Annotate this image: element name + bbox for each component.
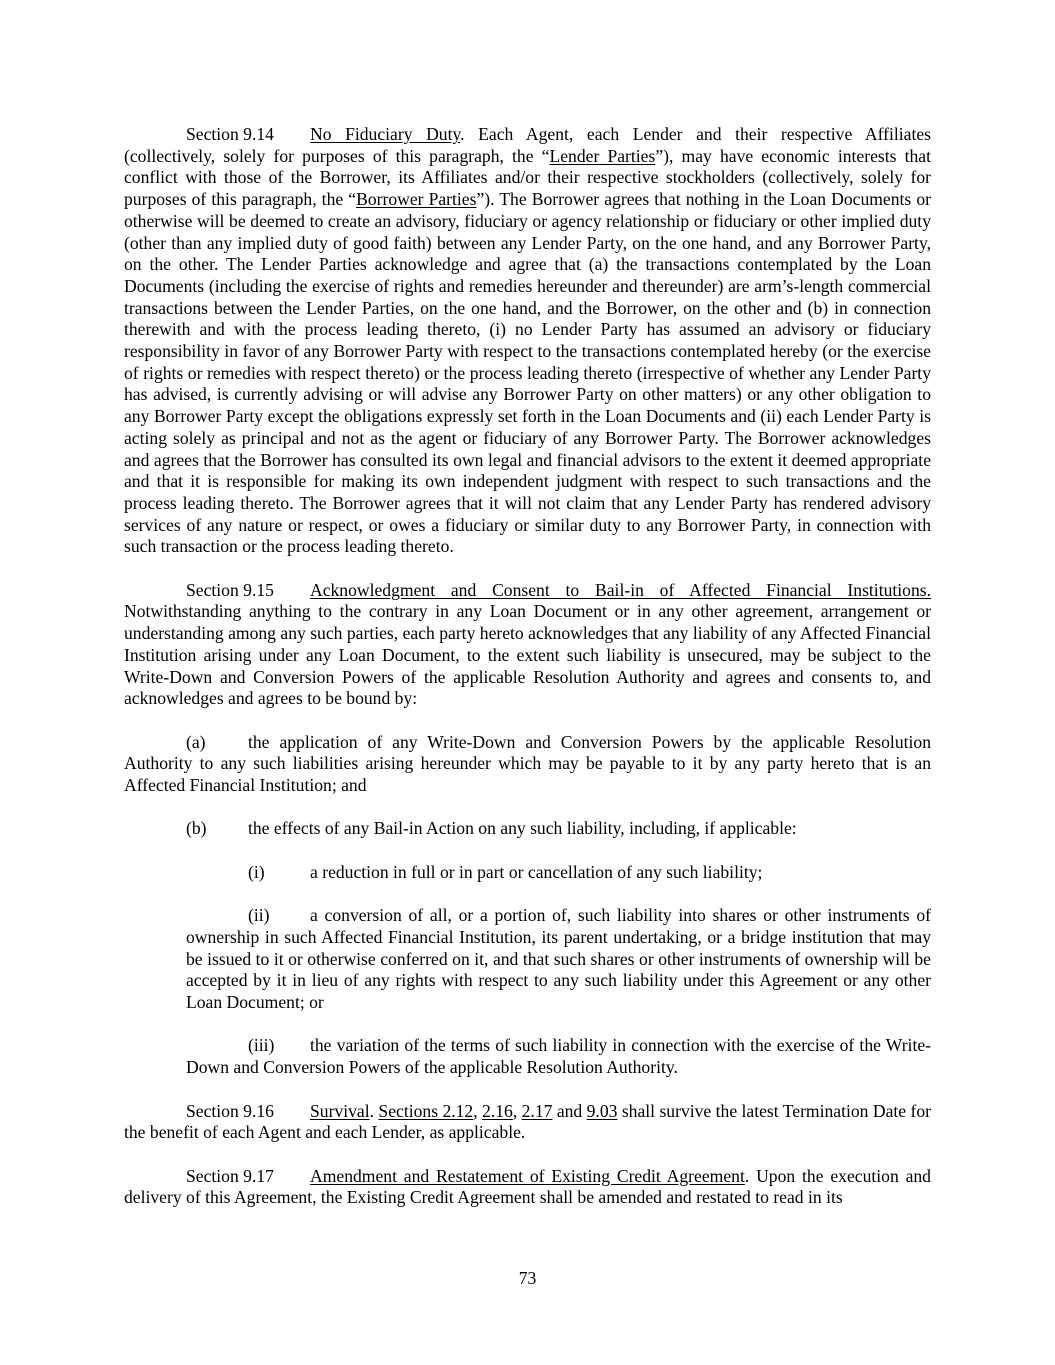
section-label: Section 9.17 (186, 1165, 274, 1186)
section-label: Section 9.14 (186, 124, 274, 144)
section-title: Amendment and Restatement of Existing Credit Agreement (310, 1165, 745, 1186)
section-label: Section 9.15 (186, 579, 274, 600)
section-title: Acknowledgment and Consent to Bail-in of Affected Financial Institutions. (310, 579, 931, 600)
defined-term-lender-parties: Lender Parties (549, 145, 656, 166)
section-reference: 2.16 (482, 1100, 513, 1121)
section-reference: 2.17 (521, 1100, 553, 1121)
section-text: ”), may have economic interests that conflict with those of the Borrower, its Affiliates and/or their respective stockholders (collectively, solely for purposes of this paragraph, the “ (124, 145, 931, 210)
section-text: , (512, 1100, 522, 1121)
clause-label: (a) (186, 731, 206, 752)
section-title: No Fiduciary Duty (310, 124, 461, 144)
section-text: . Upon the execution and delivery of this Agreement, the Existing Credit Agreement shall be amended and restated to read in its (124, 1165, 931, 1208)
section-title: Survival (310, 1100, 370, 1121)
section-text: . Each Agent, each Lender and their respective Affiliates (collectively, solely for purposes of this paragraph, the “ (124, 124, 931, 166)
section-9-16 (124, 1101, 931, 1144)
section-reference: 9.03 (586, 1100, 618, 1121)
clause-text: the effects of any Bail-in Action on any such liability, including, if applicable: (248, 818, 797, 839)
clause-i (124, 862, 931, 884)
document-page (124, 124, 931, 1231)
clause-text: a conversion of all, or a portion of, such liability into shares or other instruments of ownership in such Affected Financial Institution, its parent undertaking, or a bridge institution that may be issued to it or otherwise conferred on it, and that such shares or other instruments of ownership will be accepted by it in lieu of any rights with respect to any such liability under this Agreement or any other Loan Document; or (186, 905, 931, 1013)
section-reference: Sections 2.12 (378, 1100, 474, 1121)
clause-label: (iii) (248, 1035, 275, 1056)
section-text: shall survive the latest Termination Date for the benefit of each Agent and each Lender, as applicable. (124, 1100, 931, 1143)
clause-a (124, 732, 931, 797)
section-9-14 (124, 124, 931, 558)
section-text: and (552, 1100, 587, 1121)
section-label: Section 9.16 (186, 1100, 274, 1121)
clause-text: a reduction in full or in part or cancellation of any such liability; (310, 861, 763, 882)
section-text: Notwithstanding anything to the contrary in any Loan Document or in any other agreement, arrangement or understanding among any such parties, each party hereto acknowledges that any liability of any Affected Financial Institution arising under any Loan Document, to the extent such liability is unsecured, may be subject to the Write-Down and Conversion Powers of the applicable Resolution Authority and agrees and consents to, and acknowledges and agrees to be bound by: (124, 601, 931, 709)
section-text: ”). The Borrower agrees that nothing in the Loan Documents or otherwise will be deemed to create an advisory, fiduciary or agency relationship or fiduciary or other implied duty (other than any implied duty of good faith) between any Lender Party, on the one hand, and any Borrower Party, on the other. The Lender Parties acknowledge and agree that (a) the transactions contemplated by the Loan Documents (including the exercise of rights and remedies hereunder and thereunder) are arm’s-length commercial transactions between the Lender Parties, on the one hand, and the Borrower, on the other and (b) in connection therewith and with the process leading thereto, (i) no Lender Party has assumed an advisory or fiduciary responsibility in favor of any Borrower Party with respect to the transactions contemplated hereby (or the exercise of rights or remedies with respect thereto) or the process leading thereto (irrespective of whether any Lender Party has advised, is currently advising or will advise any Borrower Party on other matters) or any other obligation to any Borrower Party except the obligations expressly set forth in the Loan Documents and (ii) each Lender Party is acting solely as principal and not as the agent or fiduciary of any Borrower Party. The Borrower acknowledges and agrees that the Borrower has consulted its own legal and financial advisors to the extent it deemed appropriate and that it is responsible for making its own independent judgment with respect to such transactions and the process leading thereto. The Borrower agrees that it will not claim that any Lender Party has rendered advisory services of any nature or respect, or owes a fiduciary or similar duty to any Borrower Party, in connection with such transaction or the process leading thereto. (124, 189, 932, 557)
section-text: . (369, 1100, 379, 1121)
section-9-17 (124, 1166, 931, 1209)
clause-text: the variation of the terms of such liability in connection with the exercise of the Write-Down and Conversion Powers of the applicable Resolution Authority. (186, 1035, 931, 1078)
clause-label: (ii) (248, 905, 270, 926)
clause-label: (b) (186, 818, 207, 839)
clause-label: (i) (248, 861, 265, 882)
clause-iii (124, 1035, 931, 1078)
clause-text: the application of any Write-Down and Conversion Powers by the applicable Resolution Authority to any such liabilities arising hereunder which may be payable to it by any party hereto that is an Affected Financial Institution; and (124, 731, 931, 796)
section-text: , (473, 1100, 483, 1121)
clause-b (124, 818, 931, 840)
page-number: 73 (518, 1268, 537, 1288)
section-9-15 (124, 580, 931, 710)
defined-term-borrower-parties: Borrower Parties (356, 189, 477, 210)
clause-ii (124, 905, 931, 1014)
